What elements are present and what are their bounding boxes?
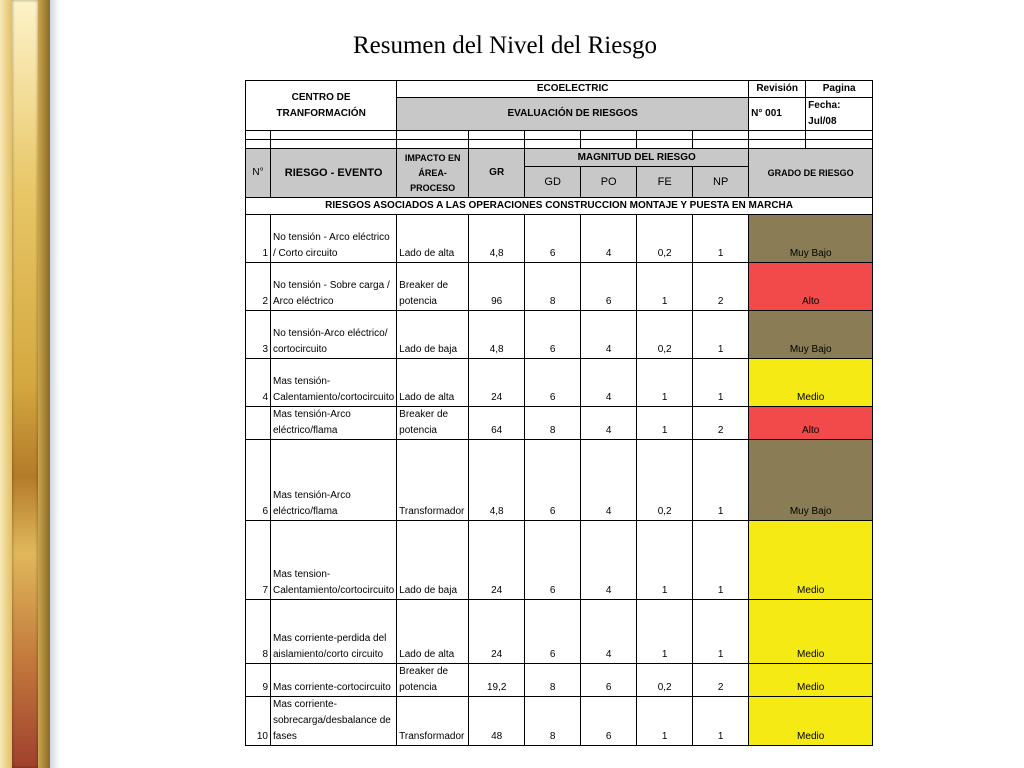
risk-grade: Muy Bajo [749,311,873,359]
fe-value: 0,2 [637,311,693,359]
impact-area: Lado de alta [397,600,469,664]
row-number: 7 [246,521,271,600]
spacer-cell [637,140,693,149]
table-row [246,600,873,664]
np-value: 1 [693,311,749,359]
po-value: 4 [581,407,637,440]
po-value: 6 [581,664,637,697]
gd-value: 8 [525,697,581,746]
po-value: 4 [581,311,637,359]
fe-value: 0,2 [637,215,693,263]
col-header-impacto: IMPACTO EN ÁREA-PROCESO [397,149,469,198]
col-header-gd: GD [525,167,581,198]
risk-grade: Muy Bajo [749,215,873,263]
impact-area: Lado de alta [397,215,469,263]
np-value: 2 [693,664,749,697]
col-header-np: NP [693,167,749,198]
gr-value: 4,8 [469,215,525,263]
row-number: 6 [246,440,271,521]
spacer-cell [806,131,873,140]
fe-value: 1 [637,263,693,311]
np-value: 2 [693,263,749,311]
spacer-cell [749,140,806,149]
risk-grade: Alto [749,407,873,440]
po-value: 6 [581,263,637,311]
gd-value: 8 [525,263,581,311]
gr-value: 19,2 [469,664,525,697]
risk-grade: Medio [749,697,873,746]
po-value: 4 [581,440,637,521]
row-number: 8 [246,600,271,664]
fe-value: 1 [637,407,693,440]
risk-event: Mas corriente-sobrecarga/desbalance de fases [271,697,397,746]
row-number: 10 [246,697,271,746]
impact-area: Lado de baja [397,311,469,359]
impact-area: Breaker de potencia [397,263,469,311]
company-name: ECOELECTRIC [397,81,749,98]
fe-value: 0,2 [637,440,693,521]
col-header-grado: GRADO DE RIESGO [749,149,873,198]
fe-value: 1 [637,697,693,746]
risk-event: Mas tensión-Arco eléctrico/flama [271,407,397,440]
table-row [246,359,873,407]
gd-value: 6 [525,311,581,359]
section-header: RIESGOS ASOCIADOS A LAS OPERACIONES CONSTRUCCION MONTAJE Y PUESTA EN MARCHA [246,198,873,215]
risk-event: Mas corriente-cortocircuito [271,664,397,697]
spacer-cell [246,140,271,149]
po-value: 4 [581,215,637,263]
spacer-cell [271,140,397,149]
spacer-cell [693,131,749,140]
col-header-magnitud: MAGNITUD DEL RIESGO [525,149,749,167]
po-value: 4 [581,521,637,600]
po-value: 4 [581,600,637,664]
revision-number: N° 001 [749,98,806,131]
np-value: 1 [693,521,749,600]
row-number: 4 [246,359,271,407]
gd-value: 8 [525,407,581,440]
spacer-cell [525,140,581,149]
po-value: 6 [581,697,637,746]
bar-shadow [50,0,60,768]
risk-grade: Muy Bajo [749,440,873,521]
gr-value: 4,8 [469,311,525,359]
gd-value: 8 [525,664,581,697]
decorative-gold-bar [0,0,50,768]
risk-event: No tensión - Sobre carga / Arco eléctrico [271,263,397,311]
risk-grade: Medio [749,600,873,664]
spacer-cell [397,131,469,140]
fe-value: 0,2 [637,664,693,697]
gr-value: 64 [469,407,525,440]
spacer-cell [469,140,525,149]
gr-value: 96 [469,263,525,311]
row-number: 9 [246,664,271,697]
risk-grade: Medio [749,359,873,407]
spacer-cell [397,140,469,149]
impact-area: Lado de alta [397,359,469,407]
table-row [246,664,873,697]
row-number: 3 [246,311,271,359]
table-row [246,697,873,746]
gd-value: 6 [525,215,581,263]
spacer-cell [806,140,873,149]
col-header-fe: FE [637,167,693,198]
table-row [246,311,873,359]
impact-area: Breaker de potencia [397,664,469,697]
risk-event: Mas corriente-perdida del aislamiento/corto circuito [271,600,397,664]
risk-event: Mas tension-Calentamiento/cortocircuito [271,521,397,600]
risk-grade: Medio [749,664,873,697]
risk-table [245,80,873,746]
row-number: 2 [246,263,271,311]
spacer-cell [581,140,637,149]
col-header-n: N° [246,149,271,198]
np-value: 1 [693,600,749,664]
table-row [246,263,873,311]
spacer-cell [749,131,806,140]
risk-grade: Alto [749,263,873,311]
np-value: 2 [693,407,749,440]
gr-value: 24 [469,521,525,600]
gr-value: 24 [469,600,525,664]
col-header-gr: GR [469,149,525,198]
row-number [246,407,271,440]
fe-value: 1 [637,600,693,664]
pagina-label: Pagina [806,81,873,98]
np-value: 1 [693,697,749,746]
col-header-po: PO [581,167,637,198]
row-number: 1 [246,215,271,263]
np-value: 1 [693,359,749,407]
centro-line2: TRANFORMACIÓN [276,107,366,119]
po-value: 4 [581,359,637,407]
table-row [246,215,873,263]
fe-value: 1 [637,359,693,407]
impact-area: Transformador [397,440,469,521]
spacer-cell [525,131,581,140]
risk-event: Mas tensión-Arco eléctrico/flama [271,440,397,521]
gd-value: 6 [525,600,581,664]
spacer-cell [246,131,271,140]
gd-value: 6 [525,440,581,521]
spacer-cell [271,131,397,140]
table-row [246,521,873,600]
fe-value: 1 [637,521,693,600]
gr-value: 4,8 [469,440,525,521]
impact-area: Breaker de potencia [397,407,469,440]
risk-grade: Medio [749,521,873,600]
table-row [246,407,873,440]
impact-area: Lado de baja [397,521,469,600]
centro-cell [246,81,397,131]
np-value: 1 [693,215,749,263]
spacer-cell [637,131,693,140]
risk-event: No tensión - Arco eléctrico / Corto circuito [271,215,397,263]
evaluation-subtitle: EVALUACIÓN DE RIESGOS [397,98,749,131]
revision-label: Revisión [749,81,806,98]
slide-title: Resumen del Nivel del Riesgo [352,32,658,59]
np-value: 1 [693,440,749,521]
gold-bar-inner [12,0,38,768]
gr-value: 48 [469,697,525,746]
fecha: Fecha: Jul/08 [806,98,873,131]
risk-event: No tensión-Arco eléctrico/ cortocircuito [271,311,397,359]
gd-value: 6 [525,521,581,600]
spacer-cell [693,140,749,149]
gr-value: 24 [469,359,525,407]
spacer-cell [581,131,637,140]
table-row [246,440,873,521]
impact-area: Transformador [397,697,469,746]
centro-line1: CENTRO DE [291,91,351,103]
spacer-cell [469,131,525,140]
col-header-riesgo: RIESGO - EVENTO [271,149,397,198]
gd-value: 6 [525,359,581,407]
risk-event: Mas tensión-Calentamiento/cortocircuito [271,359,397,407]
